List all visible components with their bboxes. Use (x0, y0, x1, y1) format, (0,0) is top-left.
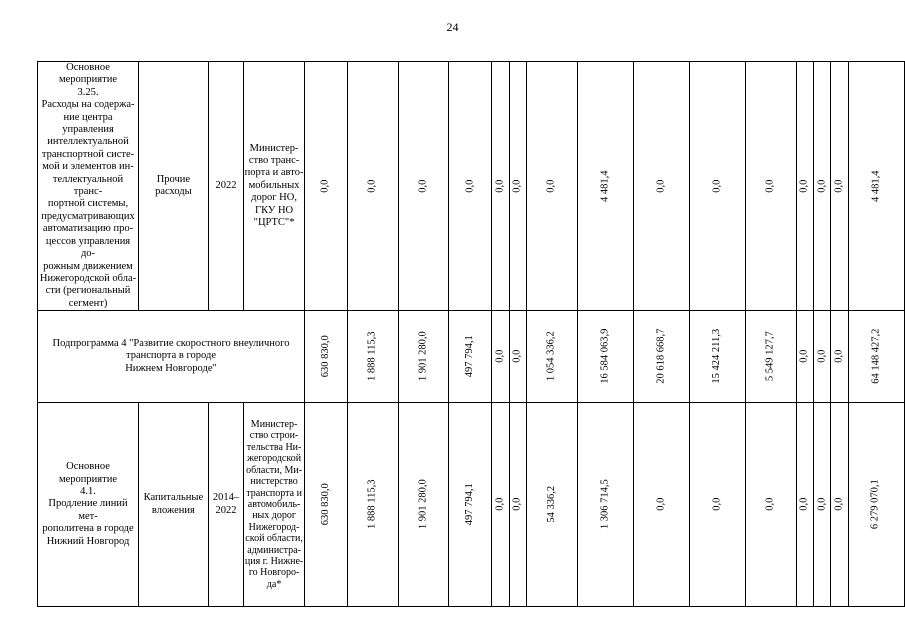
value-text: 630 830,0 (319, 335, 331, 378)
value-text: 0,0 (655, 179, 667, 193)
value-text: 1 054 336,2 (545, 331, 557, 382)
value-cell-7 (527, 62, 578, 311)
value-text: 630 830,0 (319, 483, 331, 526)
value-cell-6 (509, 62, 526, 311)
value-cell-4 (449, 311, 492, 403)
value-text: 6 279 070,1 (870, 479, 882, 530)
value-cell-9 (634, 403, 690, 607)
value-text: 4 481,4 (870, 170, 882, 202)
activity-cell: Основное мероприятие 3.25. Расходы на содержа- ние центра управления интеллектуальной транспортной систе- мой и элементов ин- теллектуальной транс- портной системы, предусматривающих автоматизацию про- цессов управления до- рожным движением Нижегородской обла- сти (региональный сегмент) (38, 62, 139, 311)
value-cell-5 (492, 403, 509, 607)
value-cell-3 (398, 62, 449, 311)
value-text: 64 148 427,2 (870, 329, 882, 385)
value-text: 0,0 (511, 350, 523, 364)
value-text: 1 306 714,5 (599, 479, 611, 530)
value-cell-14 (831, 311, 848, 403)
value-cell-10 (690, 311, 746, 403)
value-cell-9 (634, 311, 690, 403)
value-cell-9 (634, 62, 690, 311)
value-cell-11 (745, 311, 796, 403)
value-cell-1 (305, 403, 348, 607)
page-number: 24 (446, 20, 459, 34)
value-text: 0,0 (798, 179, 810, 193)
value-text: 1 901 280,0 (417, 331, 429, 382)
value-text: 20 618 668,7 (655, 329, 667, 385)
activity-cell: Основное мероприятие 4.1. Продление линий мет- рополитена в городе Нижний Новгород (38, 403, 139, 607)
value-text: 0,0 (494, 179, 506, 193)
value-cell-2 (348, 311, 399, 403)
value-cell-4 (449, 403, 492, 607)
value-text: 54 336,2 (545, 486, 557, 523)
value-cell-13 (814, 403, 831, 607)
value-text: 0,0 (319, 179, 331, 193)
value-text: 5 549 127,7 (764, 331, 776, 382)
value-text: 0,0 (798, 498, 810, 512)
value-text: 0,0 (816, 498, 828, 512)
value-text: 15 424 211,3 (711, 329, 723, 384)
value-text: 0,0 (711, 498, 723, 512)
value-cell-1 (305, 62, 348, 311)
value-text: 1 888 115,3 (366, 479, 378, 530)
value-text: 0,0 (545, 179, 557, 193)
table-row-activity-4-1 (38, 403, 905, 607)
value-text: 0,0 (816, 350, 828, 364)
value-text: 0,0 (417, 179, 429, 193)
value-text: 1 901 280,0 (417, 479, 429, 530)
expense-type-cell: Капитальные вложения (139, 403, 209, 607)
value-cell-12 (796, 403, 813, 607)
value-cell-6 (509, 403, 526, 607)
value-cell-7 (527, 403, 578, 607)
value-cell-total (848, 403, 904, 607)
executor-cell: Министер- ство транс- порта и авто- мобильных дорог НО, ГКУ НО "ЦРТС"* (244, 62, 305, 311)
value-text: 0,0 (494, 498, 506, 512)
value-cell-2 (348, 403, 399, 607)
value-cell-14 (831, 403, 848, 607)
value-cell-total (848, 311, 904, 403)
table-row-activity-3-25 (38, 62, 905, 311)
value-text: 0,0 (833, 350, 845, 364)
value-text: 0,0 (655, 498, 667, 512)
value-text: 0,0 (511, 498, 523, 512)
value-text: 0,0 (764, 179, 776, 193)
table-row-subprogram-4 (38, 311, 905, 403)
value-text: 0,0 (511, 179, 523, 193)
value-text: 0,0 (833, 498, 845, 512)
value-cell-11 (745, 62, 796, 311)
value-cell-3 (398, 311, 449, 403)
value-text: 0,0 (464, 179, 476, 193)
value-cell-7 (527, 311, 578, 403)
value-text: 1 888 115,3 (366, 331, 378, 382)
value-text: 0,0 (816, 179, 828, 193)
value-cell-11 (745, 403, 796, 607)
expense-type-cell: Прочие расходы (139, 62, 209, 311)
value-text: 497 794,1 (464, 335, 476, 378)
value-cell-14 (831, 62, 848, 311)
value-text: 497 794,1 (464, 483, 476, 526)
value-cell-8 (577, 311, 633, 403)
period-cell: 2022 (208, 62, 243, 311)
value-cell-4 (449, 62, 492, 311)
value-text: 0,0 (494, 350, 506, 364)
value-text: 0,0 (833, 179, 845, 193)
value-cell-2 (348, 62, 399, 311)
period-cell: 2014–2022 (208, 403, 243, 607)
subprogram-title-cell: Подпрограмма 4 "Развитие скоростного внеуличного транспорта в городе Нижнем Новгороде" (38, 311, 305, 403)
value-text: 4 481,4 (599, 170, 611, 202)
value-cell-12 (796, 311, 813, 403)
value-cell-13 (814, 62, 831, 311)
executor-cell: Министер- ство строи- тельства Ни- жегородской области, Ми- нистерство транспорта и автомобиль- ных дорог Нижегород- ской области, администра- ция г. Нижне- го Новгоро- да* (244, 403, 305, 607)
value-cell-5 (492, 62, 509, 311)
value-text: 0,0 (366, 179, 378, 193)
value-cell-8 (577, 62, 633, 311)
value-cell-12 (796, 62, 813, 311)
value-text: 16 584 063,9 (599, 329, 611, 385)
value-text: 0,0 (764, 498, 776, 512)
budget-table (37, 61, 905, 607)
value-cell-5 (492, 311, 509, 403)
value-cell-10 (690, 62, 746, 311)
value-cell-8 (577, 403, 633, 607)
value-cell-3 (398, 403, 449, 607)
value-text: 0,0 (711, 179, 723, 193)
value-cell-10 (690, 403, 746, 607)
value-cell-6 (509, 311, 526, 403)
value-cell-13 (814, 311, 831, 403)
value-text: 0,0 (798, 350, 810, 364)
value-cell-total (848, 62, 904, 311)
value-cell-1 (305, 311, 348, 403)
